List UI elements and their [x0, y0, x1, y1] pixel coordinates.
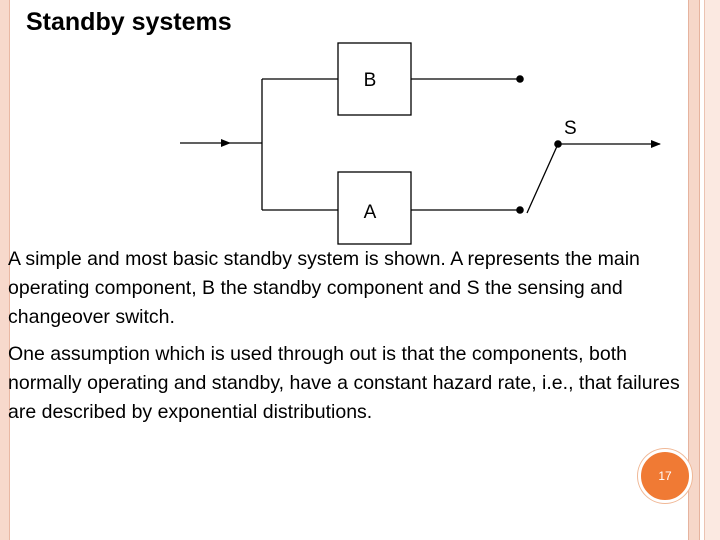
- contact-a-dot: [516, 206, 524, 214]
- switch-label: S: [564, 118, 577, 139]
- assumption-paragraph: One assumption which is used through out is that the components, both normally operating and standby, have a constant hazard rate, i.e., that failures are described by exponential distributions.: [8, 343, 680, 423]
- switch-arm: [527, 144, 558, 213]
- description-paragraph: A simple and most basic standby system is shown. A represents the main operating component, B the standby component and S the sensing and changeover switch.: [8, 248, 640, 328]
- block-a-label: A: [363, 202, 377, 223]
- slide-title: Standby systems: [26, 8, 232, 36]
- block-b-label: B: [363, 70, 377, 91]
- page-number-badge: 17: [638, 449, 692, 503]
- contact-b-dot: [516, 75, 524, 83]
